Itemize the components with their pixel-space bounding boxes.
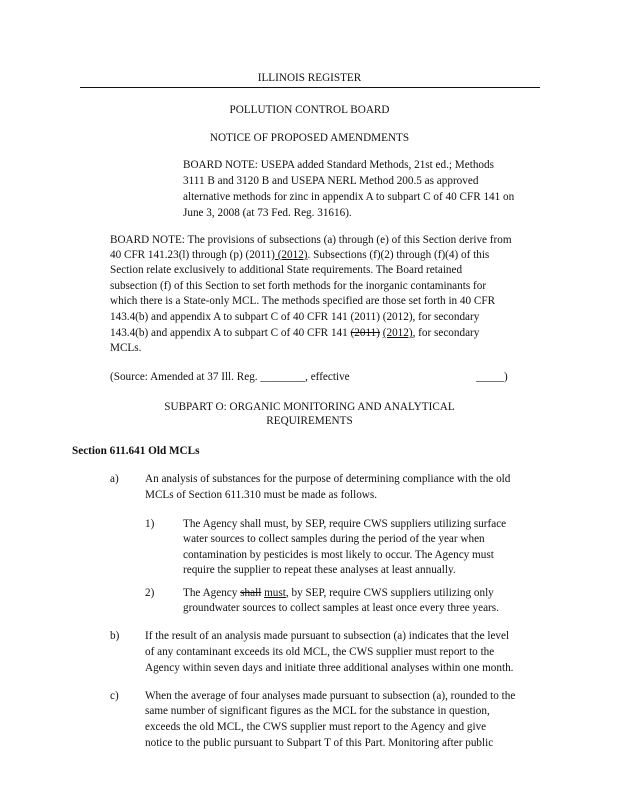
- subpart-subtitle: REQUIREMENTS: [266, 415, 353, 427]
- subpart-title: SUBPART O: ORGANIC MONITORING AND ANALYTICAL: [164, 401, 455, 413]
- notice-title: NOTICE OF PROPOSED AMENDMENTS: [209, 132, 410, 144]
- register-header: ILLINOIS REGISTER: [257, 72, 362, 84]
- header-rule: [80, 87, 540, 88]
- section-heading: Section 611.641 Old MCLs: [72, 445, 200, 457]
- page: ILLINOIS REGISTER POLLUTION CONTROL BOARD NOTICE OF PROPOSED AMENDMENTS BOARD NOTE: USEPA added Standard Methods, 21st ed.; Methods 3111 B and 3120 B and USEPA NERL Method 200.5 as approved alternative methods for zinc in appendix A to subpart C of 40 CFR 141 on June 3, 2008 (at 73 Fed. Reg. 31616). BOARD NOTE: The provisions of subsections (a) through (e) of this Section derive from 40 CFR 141.23(l) through (p) (2011) (2012). Subsections (f)(2) through (f)(4) of this Section relate exclusively to additional State requirements. The Board retained subsection (f) of this Section to set forth methods for the inorganic contaminants for which there is a State-only MCL. The methods specified are those set forth in 40 CFR 143.4(b) and appendix A to subpart C of 40 CFR 141 (2011) (2012), for secondary 143.4(b) and appendix A to subpart C of 40 CFR 141 (2011) (2012), for secondary MCLs. (Source: Amended at 37 Ill. Reg. ________, effective _____) SUBPART O: ORGANIC MONITORING AND ANALYTICAL REQUIREMENTS Section 611.641 Old MCLs a) An analysis of substances for the purpose of determining compliance with the old MCLs of Section 611.310 must be made as follows. 1) The Agency shall must, by SEP, require CWS suppliers utilizing surface water sources to collect samples during the period of the year when contamination by pesticides is most likely to occur. The Agency must require the supplier to repeat these analyses at least annually. 2) The Agency shall must, by SEP, require CWS suppliers utilizing only groundwater sources to collect samples at least once every three years. b) If the result of an analysis made pursuant to subsection (a) indicates that the level of any contaminant exceeds its old MCL, the CWS supplier must report to the Agency within seven days and initiate three additional analyses within one month. c) When the average of four analyses made pursuant to subsection (a), rounded to the same number of significant figures as the MCL for the substance in question, exceeds the old MCL, the CWS supplier must report to the Agency and give notice to the public pursuant to Subpart T of this Part. Monitoring after public: [0, 0, 619, 800]
- board-name: POLLUTION CONTROL BOARD: [229, 104, 390, 116]
